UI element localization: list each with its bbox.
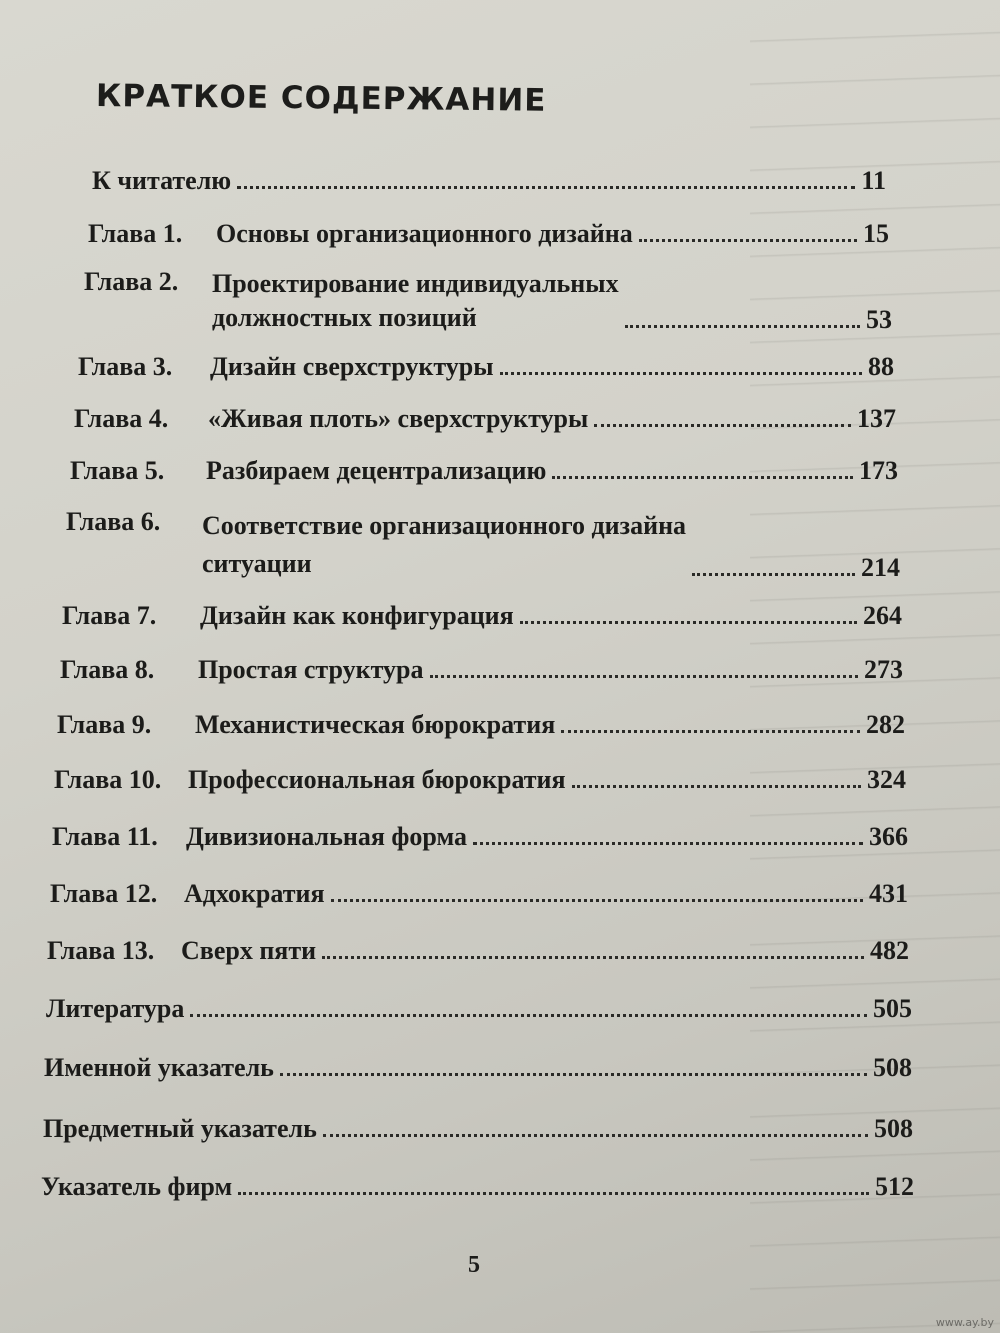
entry-label: К читателю [92,166,232,195]
entry-title: Дизайн как конфигурация [200,601,514,630]
entry-label: Предметный указатель [43,1114,317,1143]
entry-title: Разбираем децентрализацию [206,456,547,485]
entry-page: 214 [861,553,900,582]
entry-title: Адхократия [184,879,325,908]
entry-label: Глава 9. [57,710,152,739]
entry-page: 505 [873,994,912,1023]
entry-label: Глава 10. [54,765,162,794]
page-title: КРАТКОЕ СОДЕРЖАНИЕ [95,78,547,119]
dot-leader [238,1188,869,1195]
dot-leader [323,1130,868,1137]
toc-entry-chapter-3 [78,352,894,382]
entry-title: «Живая плоть» сверхструктуры [208,404,589,433]
dot-leader [639,235,857,242]
entry-label: Глава 1. [88,219,183,248]
toc-entry-subject-index [43,1114,913,1144]
entry-title: Механистическая бюрократия [195,710,556,739]
dot-leader [561,726,860,733]
entry-label: Глава 5. [70,456,165,485]
toc-entry-literature [46,994,912,1024]
toc-entry-chapter-6 [66,507,900,583]
entry-page: 15 [863,219,889,248]
entry-page: 482 [870,936,909,965]
dot-leader [237,182,855,189]
entry-title: Дивизиональная форма [186,822,467,851]
entry-page: 137 [857,404,896,433]
entry-page: 88 [868,352,894,381]
dot-leader [594,420,851,427]
entry-title: Простая структура [198,655,424,684]
entry-title-block [212,267,619,335]
dot-leader [625,321,860,328]
entry-label: Глава 13. [47,936,155,965]
dot-leader [572,781,861,788]
entry-label: Литература [46,994,185,1023]
entry-title: Основы организационного дизайна [216,219,633,248]
toc-entry-company-index [41,1172,914,1202]
toc-entry-chapter-13 [47,936,909,966]
toc-entry-chapter-8 [60,655,903,685]
toc-entry-chapter-4 [74,404,896,434]
entry-label: Глава 3. [78,352,173,381]
dot-leader [430,671,859,678]
entry-label: Глава 4. [74,404,169,433]
page-number: 5 [468,1252,480,1278]
entry-page: 324 [867,765,906,794]
toc-entry-chapter-12 [50,879,908,909]
entry-page: 282 [866,710,905,739]
entry-label: Глава 7. [62,601,157,630]
watermark: www.ay.by [935,1316,994,1329]
toc-entry-chapter-5 [70,456,898,486]
dot-leader [280,1069,867,1076]
toc-entry-chapter-9 [57,710,905,740]
entry-page: 53 [866,305,892,334]
dot-leader [692,569,855,576]
entry-title-block [202,507,686,583]
toc-entry-to-reader [92,166,886,196]
entry-page: 273 [864,655,903,684]
entry-page: 508 [874,1114,913,1143]
entry-title: Дизайн сверхструктуры [210,352,494,381]
entry-label: Глава 6. [66,507,161,536]
entry-label: Глава 8. [60,655,155,684]
dot-leader [190,1010,867,1017]
entry-page: 366 [869,822,908,851]
entry-label: Глава 11. [52,822,158,851]
entry-title: Соответствие организационного дизайна [202,511,687,540]
entry-title-continued: ситуации [202,549,312,578]
dot-leader [473,838,863,845]
toc-entry-chapter-7 [62,601,902,631]
entry-label: Глава 12. [50,879,158,908]
entry-page: 431 [869,879,908,908]
entry-page: 508 [873,1053,912,1082]
toc-entry-name-index [44,1053,912,1083]
toc-entry-chapter-2 [84,267,892,335]
entry-page: 264 [863,601,902,630]
dot-leader [322,952,864,959]
entry-label: Глава 2. [84,267,179,296]
entry-title: Профессиональная бюрократия [188,765,566,794]
entry-page: 173 [859,456,898,485]
dot-leader [500,368,862,375]
entry-title: Проектирование индивидуальных [212,269,619,298]
entry-title: Сверх пяти [181,936,317,965]
entry-page: 512 [875,1172,914,1201]
toc-entry-chapter-1 [88,219,889,249]
entry-label: Именной указатель [44,1053,274,1082]
entry-label: Указатель фирм [41,1172,233,1201]
dot-leader [520,617,857,624]
dot-leader [331,895,863,902]
dot-leader [552,472,853,479]
toc-entry-chapter-10 [54,765,906,795]
toc-entry-chapter-11 [52,822,908,852]
entry-title-continued: должностных позиций [212,303,477,332]
entry-page: 11 [861,166,886,195]
